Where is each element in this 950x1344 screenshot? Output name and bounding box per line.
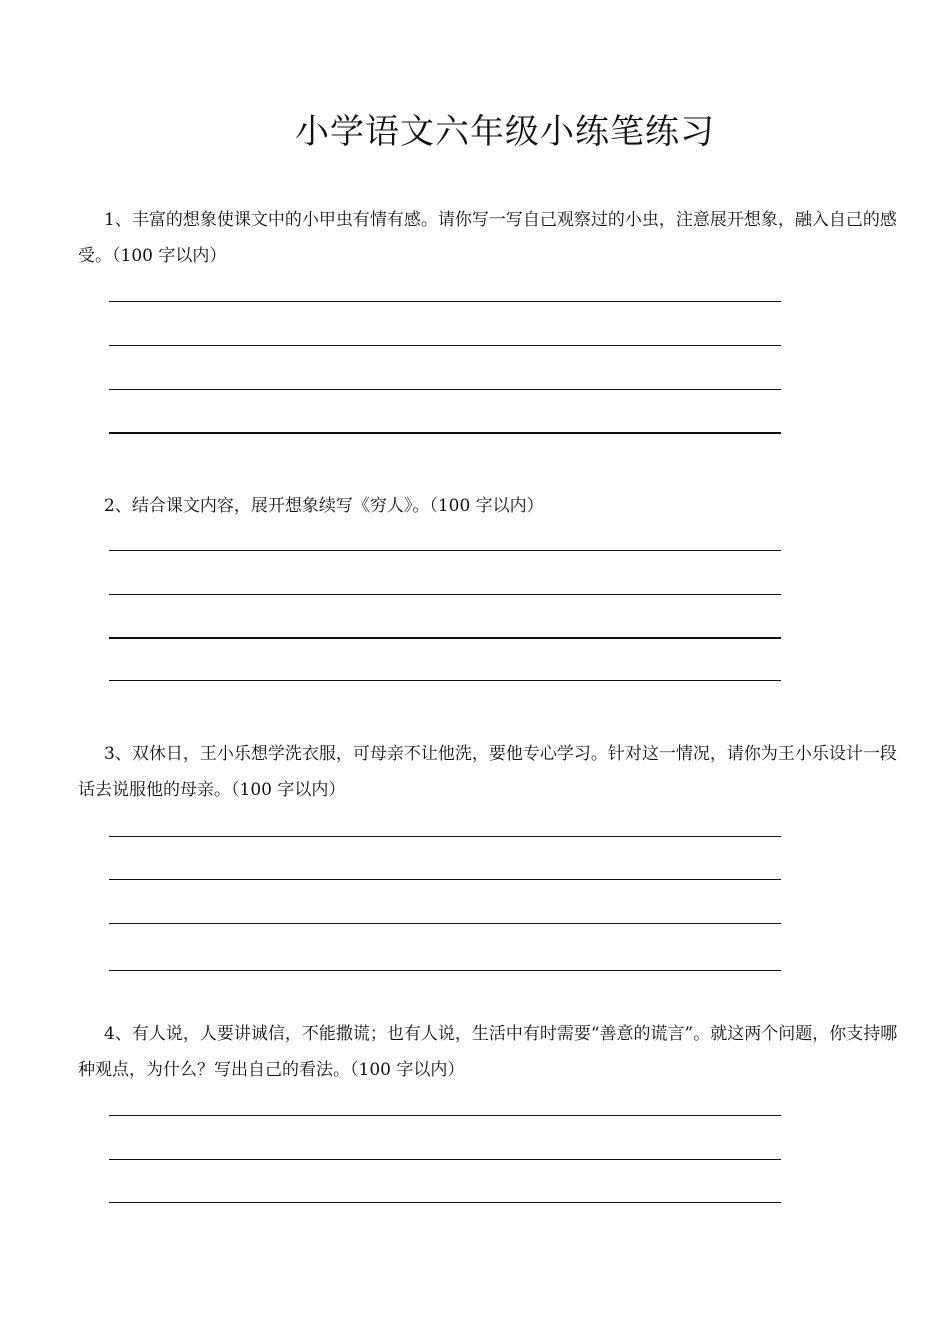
page-title: 小学语文六年级小练笔练习 xyxy=(295,112,715,152)
question-3: 3、双休日，王小乐想学洗衣服，可母亲不让他洗，要他专心学习。针对这一情况，请你为王小乐设计一段话去说服他的母亲。（100 字以内） xyxy=(78,744,897,800)
question-4: 4、有人说，人要讲诚信，不能撒谎；也有人说，生活中有时需要“善意的谎言”。就这两个问题，你支持哪种观点，为什么？写出自己的看法。（100 字以内） xyxy=(78,1024,898,1080)
answer-line[interactable] xyxy=(109,680,781,681)
answer-line[interactable] xyxy=(109,970,781,971)
answer-line[interactable] xyxy=(109,389,781,390)
answer-line[interactable] xyxy=(109,879,781,880)
answer-line[interactable] xyxy=(109,923,781,924)
answer-line[interactable] xyxy=(109,637,781,639)
answer-line[interactable] xyxy=(109,1202,781,1203)
question-2: 2、结合课文内容，展开想象续写《穷人》。（100 字以内） xyxy=(104,496,544,516)
answer-line[interactable] xyxy=(109,432,781,434)
answer-line[interactable] xyxy=(109,301,781,302)
answer-line[interactable] xyxy=(109,550,781,551)
answer-line[interactable] xyxy=(109,836,781,837)
answer-line[interactable] xyxy=(109,1115,781,1116)
answer-line[interactable] xyxy=(109,594,781,595)
answer-line[interactable] xyxy=(109,345,781,346)
answer-line[interactable] xyxy=(109,1159,781,1160)
question-1: 1、丰富的想象使课文中的小甲虫有情有感。请你写一写自己观察过的小虫，注意展开想象，融入自己的感受。（100 字以内） xyxy=(78,210,897,266)
